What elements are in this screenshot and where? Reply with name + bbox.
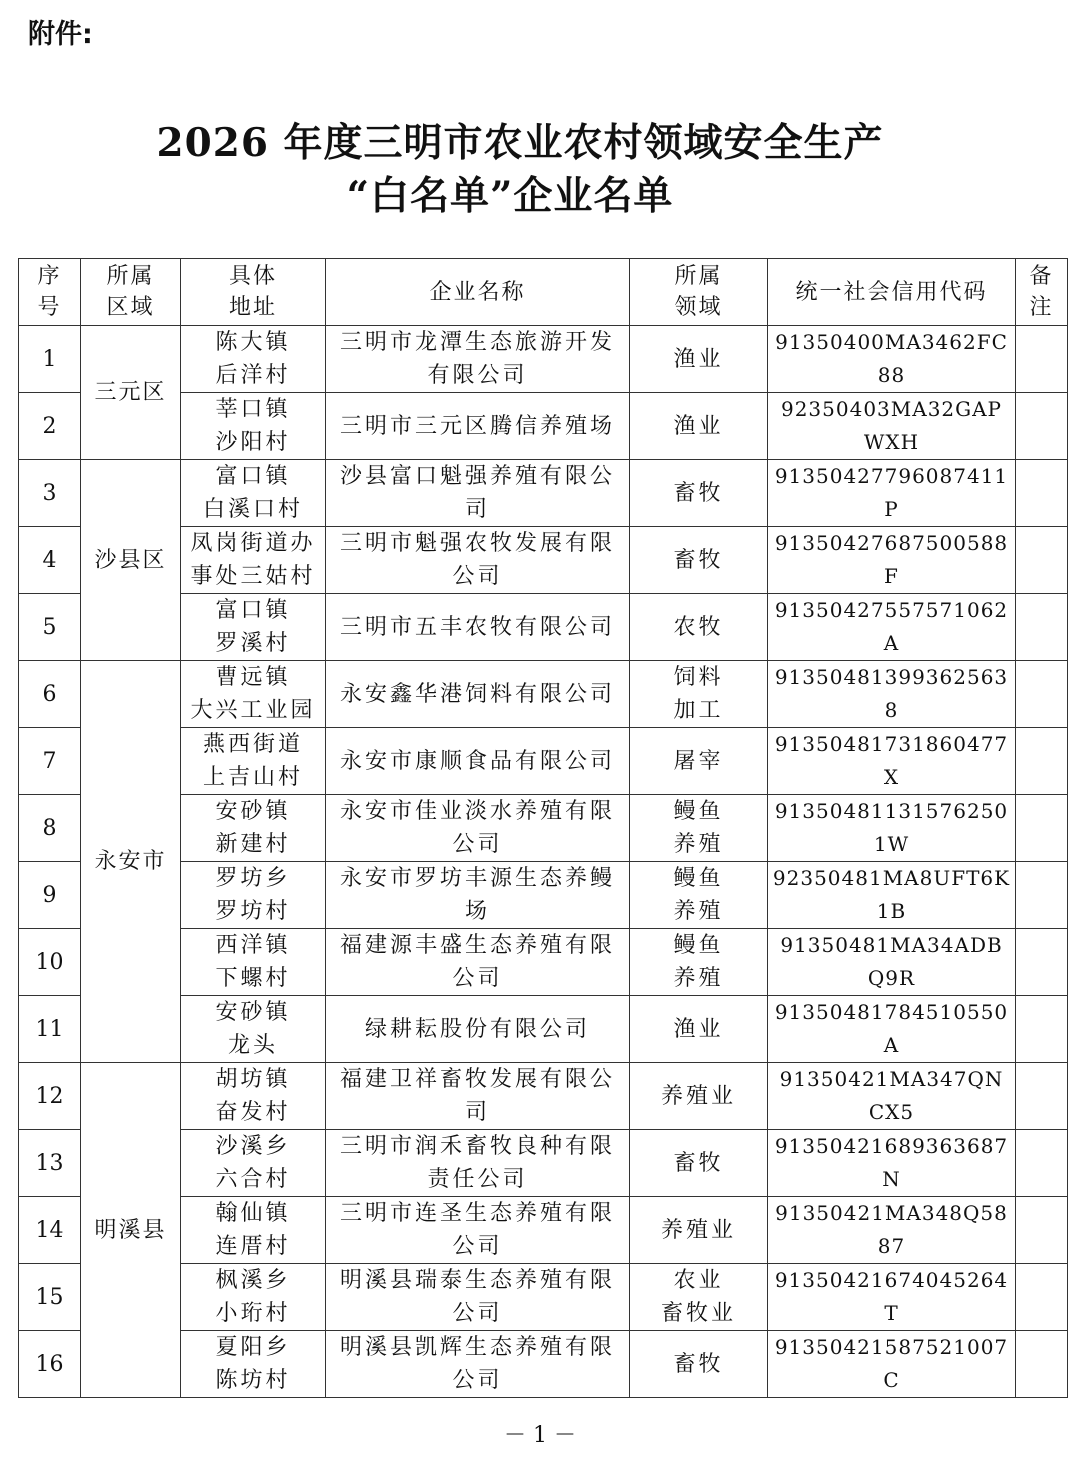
row-seq: 11 <box>19 996 81 1063</box>
table-row <box>19 326 1068 393</box>
row-seq: 10 <box>19 929 81 996</box>
table-row <box>19 661 1068 728</box>
title-line-2: “白名单”企业名单 <box>346 173 674 219</box>
enterprise-table <box>18 258 1068 1398</box>
row-seq: 6 <box>19 661 81 728</box>
row-seq: 8 <box>19 795 81 862</box>
row-seq: 14 <box>19 1197 81 1264</box>
row-seq: 1 <box>19 326 81 393</box>
row-credit-code: 91350427687500588F <box>768 527 1016 594</box>
row-address: 夏阳乡 陈坊村 <box>181 1331 326 1398</box>
row-seq: 2 <box>19 393 81 460</box>
header-region: 所属区域 <box>81 259 181 326</box>
row-address: 罗坊乡 罗坊村 <box>181 862 326 929</box>
row-seq: 9 <box>19 862 81 929</box>
row-field: 渔业 <box>630 393 768 460</box>
row-remark <box>1016 1331 1068 1398</box>
row-address: 安砂镇 新建村 <box>181 795 326 862</box>
row-credit-code: 91350421MA347QNCX5 <box>768 1063 1016 1130</box>
row-remark <box>1016 661 1068 728</box>
region-cell: 明溪县 <box>81 1063 181 1398</box>
row-field: 屠宰 <box>630 728 768 795</box>
row-address: 富口镇 罗溪村 <box>181 594 326 661</box>
row-company-name: 三明市润禾畜牧良种有限责任公司 <box>326 1130 630 1197</box>
row-remark <box>1016 862 1068 929</box>
row-remark <box>1016 996 1068 1063</box>
row-field: 畜牧 <box>630 527 768 594</box>
row-credit-code: 91350481MA34ADBQ9R <box>768 929 1016 996</box>
row-address: 安砂镇 龙头 <box>181 996 326 1063</box>
page-number: － 1 － <box>504 1423 576 1448</box>
row-field: 饲料 加工 <box>630 661 768 728</box>
header-field: 所属领域 <box>630 259 768 326</box>
header-address: 具体地址 <box>181 259 326 326</box>
row-credit-code: 91350427557571062A <box>768 594 1016 661</box>
row-seq: 5 <box>19 594 81 661</box>
row-credit-code: 91350421674045264T <box>768 1264 1016 1331</box>
row-address: 翰仙镇 连厝村 <box>181 1197 326 1264</box>
row-credit-code: 91350421587521007C <box>768 1331 1016 1398</box>
row-company-name: 福建卫祥畜牧发展有限公司 <box>326 1063 630 1130</box>
row-address: 陈大镇 后洋村 <box>181 326 326 393</box>
row-credit-code: 91350400MA3462FC88 <box>768 326 1016 393</box>
row-address: 曹远镇 大兴工业园 <box>181 661 326 728</box>
row-field: 畜牧 <box>630 1331 768 1398</box>
row-company-name: 三明市连圣生态养殖有限公司 <box>326 1197 630 1264</box>
row-credit-code: 91350427796087411P <box>768 460 1016 527</box>
header-code: 统一社会信用代码 <box>768 259 1016 326</box>
row-remark <box>1016 1063 1068 1130</box>
row-credit-code: 92350481MA8UFT6K1B <box>768 862 1016 929</box>
row-remark <box>1016 929 1068 996</box>
row-credit-code: 91350421689363687N <box>768 1130 1016 1197</box>
row-company-name: 永安市佳业淡水养殖有限公司 <box>326 795 630 862</box>
row-credit-code: 91350481731860477X <box>768 728 1016 795</box>
title-line-1: 2026 年度三明市农业农村领域安全生产 <box>156 120 884 166</box>
row-company-name: 三明市魁强农牧发展有限公司 <box>326 527 630 594</box>
row-company-name: 三明市五丰农牧有限公司 <box>326 594 630 661</box>
row-field: 畜牧 <box>630 460 768 527</box>
attachment-label: 附件: <box>28 19 93 50</box>
row-address: 胡坊镇 奋发村 <box>181 1063 326 1130</box>
row-seq: 3 <box>19 460 81 527</box>
row-seq: 13 <box>19 1130 81 1197</box>
row-field: 养殖业 <box>630 1063 768 1130</box>
region-cell: 永安市 <box>81 661 181 1063</box>
row-company-name: 三明市三元区腾信养殖场 <box>326 393 630 460</box>
row-company-name: 明溪县凯辉生态养殖有限公司 <box>326 1331 630 1398</box>
row-remark <box>1016 1264 1068 1331</box>
row-field: 渔业 <box>630 326 768 393</box>
row-credit-code: 91350481784510550A <box>768 996 1016 1063</box>
region-cell: 三元区 <box>81 326 181 460</box>
row-seq: 15 <box>19 1264 81 1331</box>
row-company-name: 福建源丰盛生态养殖有限公司 <box>326 929 630 996</box>
row-credit-code: 913504811315762501W <box>768 795 1016 862</box>
row-remark <box>1016 795 1068 862</box>
row-remark <box>1016 728 1068 795</box>
table-row <box>19 460 1068 527</box>
row-company-name: 三明市龙潭生态旅游开发有限公司 <box>326 326 630 393</box>
row-seq: 12 <box>19 1063 81 1130</box>
row-remark <box>1016 1197 1068 1264</box>
row-company-name: 永安市康顺食品有限公司 <box>326 728 630 795</box>
row-field: 农牧 <box>630 594 768 661</box>
row-field: 养殖业 <box>630 1197 768 1264</box>
row-remark <box>1016 393 1068 460</box>
row-field: 农业 畜牧业 <box>630 1264 768 1331</box>
row-remark <box>1016 527 1068 594</box>
row-credit-code: 91350421MA348Q5887 <box>768 1197 1016 1264</box>
row-address: 凤岗街道办 事处三姑村 <box>181 527 326 594</box>
header-company: 企业名称 <box>326 259 630 326</box>
row-field: 鳗鱼 养殖 <box>630 862 768 929</box>
row-credit-code: 91350481399362563​8 <box>768 661 1016 728</box>
region-cell: 沙县区 <box>81 460 181 661</box>
row-company-name: 明溪县瑞泰生态养殖有限公司 <box>326 1264 630 1331</box>
row-field: 鳗鱼 养殖 <box>630 795 768 862</box>
row-field: 鳗鱼 养殖 <box>630 929 768 996</box>
header-seq: 序号 <box>19 259 81 326</box>
row-company-name: 永安鑫华港饲料有限公司 <box>326 661 630 728</box>
row-seq: 7 <box>19 728 81 795</box>
row-address: 西洋镇 下螺村 <box>181 929 326 996</box>
header-row <box>19 259 1068 326</box>
row-address: 莘口镇 沙阳村 <box>181 393 326 460</box>
row-address: 沙溪乡 六合村 <box>181 1130 326 1197</box>
row-address: 枫溪乡 小珩村 <box>181 1264 326 1331</box>
row-company-name: 绿耕耘股份有限公司 <box>326 996 630 1063</box>
row-seq: 16 <box>19 1331 81 1398</box>
row-address: 燕西街道 上吉山村 <box>181 728 326 795</box>
row-remark <box>1016 326 1068 393</box>
row-field: 畜牧 <box>630 1130 768 1197</box>
row-remark <box>1016 460 1068 527</box>
row-field: 渔业 <box>630 996 768 1063</box>
row-address: 富口镇 白溪口村 <box>181 460 326 527</box>
row-credit-code: 92350403MA32GAPWXH <box>768 393 1016 460</box>
row-seq: 4 <box>19 527 81 594</box>
row-remark <box>1016 594 1068 661</box>
header-remark: 备注 <box>1016 259 1068 326</box>
row-remark <box>1016 1130 1068 1197</box>
table-row <box>19 1063 1068 1130</box>
row-company-name: 沙县富口魁强养殖有限公司 <box>326 460 630 527</box>
row-company-name: 永安市罗坊丰源生态养鳗场 <box>326 862 630 929</box>
